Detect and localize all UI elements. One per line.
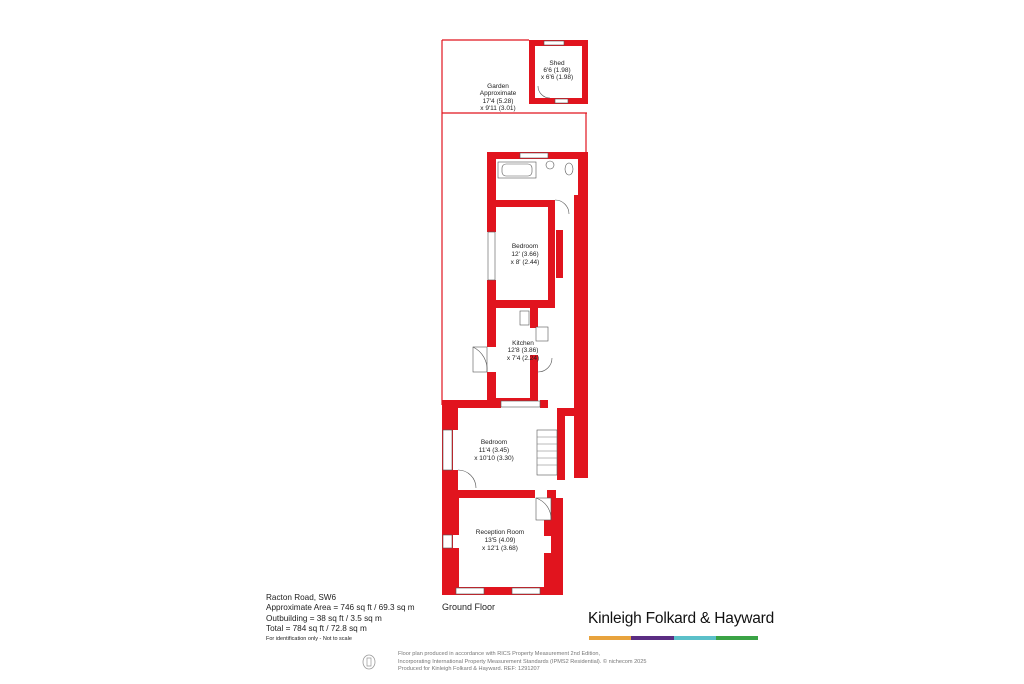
bedroom-rear-dim2: x 8' (2.44)	[510, 259, 540, 266]
brand-bar-purple	[631, 636, 673, 640]
identification-note: For identification only - Not to scale	[266, 635, 352, 642]
brand-name: Kinleigh Folkard & Hayward	[588, 610, 775, 627]
kitchen-dim1: 12'8 (3.86)	[507, 347, 539, 354]
bedroom-rear-dim1: 12' (3.66)	[511, 251, 539, 258]
reception-dim2: x 12'1 (3.68)	[482, 545, 518, 552]
bedroom-front-dim1: 11'4 (3.45)	[478, 447, 510, 454]
total-area: Total = 784 sq ft / 72.8 sq m	[266, 624, 367, 634]
bedroom-front-name: Bedroom	[480, 439, 508, 446]
garden-name: Garden	[487, 83, 509, 90]
brand-bar-green	[716, 636, 758, 640]
floor-label: Ground Floor	[442, 602, 496, 612]
credit-line-3: Produced for Kinleigh Folkard & Hayward. REF: 1291207	[398, 666, 540, 672]
room-label-kitchen	[507, 340, 539, 362]
garden-line2: Approximate	[479, 90, 517, 97]
room-label-shed	[541, 60, 573, 81]
brand-bar-orange	[589, 636, 631, 640]
reception-dim1: 13'5 (4.09)	[484, 537, 516, 544]
approximate-area: Approximate Area = 746 sq ft / 69.3 sq m	[266, 603, 415, 613]
brand-bar-teal	[674, 636, 716, 640]
room-label-bedroom-rear	[511, 243, 540, 266]
shed-dim2: x 6'6 (1.98)	[540, 74, 574, 81]
property-info	[266, 593, 466, 644]
credit-text	[398, 651, 698, 674]
reception-name: Reception Room	[475, 529, 525, 536]
bedroom-rear-name: Bedroom	[511, 243, 539, 250]
credit-line-1: Floor plan produced in accordance with RICS Property Measurement 2nd Edition,	[398, 651, 601, 657]
kitchen-name: Kitchen	[512, 340, 534, 347]
rics-logo-icon	[362, 654, 376, 670]
room-label-garden	[480, 83, 517, 112]
brand-color-bars	[589, 636, 758, 640]
kitchen-dim2: x 7'4 (2.24)	[506, 355, 540, 362]
shed-name: Shed	[549, 60, 565, 67]
shed-dim1: 6'6 (1.98)	[543, 67, 571, 74]
garden-dim1: 17'4 (5.28)	[482, 98, 514, 105]
address: Racton Road, SW6	[266, 593, 337, 602]
walls	[442, 40, 588, 595]
room-label-bedroom-front	[474, 439, 514, 462]
room-label-reception	[476, 529, 524, 552]
garden-dim2: x 9'11 (3.01)	[480, 105, 516, 112]
outbuilding-area: Outbuilding = 38 sq ft / 3.5 sq m	[266, 613, 382, 623]
bedroom-front-dim2: x 10'10 (3.30)	[474, 455, 514, 462]
credit-line-2: Incorporating International Property Measurement Standards (IPMS2 Residential). © nichecom 2025	[398, 658, 647, 665]
